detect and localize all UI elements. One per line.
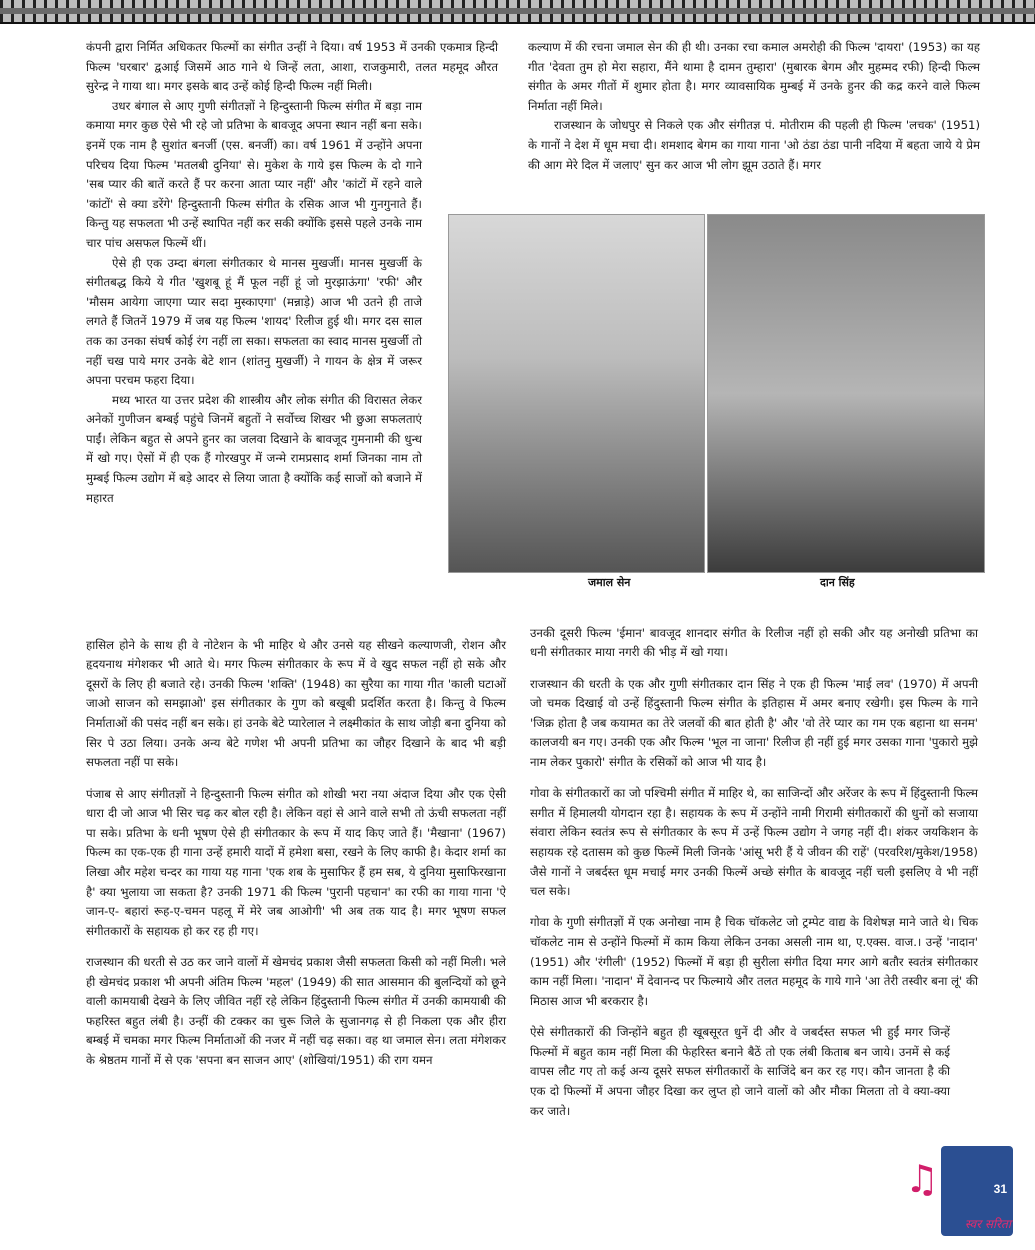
caption-dan-singh: दान सिंह [820, 576, 855, 589]
paragraph: ऐसे संगीतकारों की जिन्होंने बहुत ही खूबसूरत धुनें दी और वे जबर्दस्त सफल भी हुईं मगर जिन्हें फिल्मों में बहुत काम नहीं मिला की फेहरिस्त बनाने बैठें तो एक लंबी किताब बन जाये। उनमें से कई वापस लौट गए तो कई अन्य दूसरे सफल संगीतकारों के साजिंदे बन कर रह गए। कौन जानता है की एक दो फिल्मों में अपना जौहर दिखा कर लुप्त हो जाने वालों को और मौका मिलता तो वे क्या-क्या कर जाते। [530, 1025, 950, 1118]
paragraph: गोवा के संगीतकारों का जो पश्चिमी संगीत में माहिर थे, का साजिन्दों और अरेंजर के रूप में हिंदुस्तानी फिल्म सगीत में हिमालयी योगदान रहा है। सहायक के रूप में उन्होंने नामी गिरामी संगीतकारों की धुनों को सजाया संवारा लेकिन स्वतंत्र रूप से संगीतकार के रूप में उन्हें फिल्म उद्योग ने जगह नहीं दी। शंकर जयकिशन के सहायक रहे दतासम को कुछ फिल्में मिली जिनके 'आंसू भरी हैं ये जीवन की राहें' (परवरिश/मुकेश/1958) जैसे गानों ने जबर्दस्त धूम मचाई मगर उनकी फिल्में अच्छे संगीत के बावजूद नहीं चली इसलिए वे भी नहीं चल सके। [530, 786, 978, 899]
article-column-left [86, 38, 498, 508]
page-number: 31 [993, 1182, 1007, 1196]
film-strip-header [0, 0, 1035, 24]
paragraph: मध्य भारत या उत्तर प्रदेश की शास्त्रीय और लोक संगीत की विरासत लेकर अनेकों गुणीजन बम्बई पहुंचे जिनमें बहुतों ने सर्वोच्च शिखर भी छुआ सफलताएं पाईं। लेकिन बहुत से अपने हुनर का जलवा दिखाने के बावजूद गुमनामी की धुन्ध में खो गए। ऐसों में ही एक हैं गोरखपुर में जन्मे रामप्रसाद शर्मा जिनका नाम तो मुम्बई फिल्म उद्योग में बड़े आदर से लिया जाता है क्योंकि कई साजों को बजाने में महारत [86, 392, 422, 505]
paragraph: गोवा के गुणी संगीतज्ञों में एक अनोखा नाम है चिक चॉकलेट जो ट्रम्पेट वाद्य के विशेषज्ञ माने जाते थे। चिक चॉकलेट नाम से उन्होंने फिल्मों में काम किया लेकिन उनका असली नाम था, ए.एक्स. वाज.। उन्हें 'नादान' (1951) और 'रंगीली' (1952) फिल्मों में बड़ा ही सुरीला संगीत दिया मगर आगे बतौर स्वतंत्र संगीतकार काम नहीं मिला। 'नादान' में देवानन्द पर फिल्माये और तलत महमूद के गाये गाने 'आ तेरी तस्वीर बना लूं' की मिठास आज भी बरकरार है। [530, 915, 978, 1008]
paragraph: पंजाब से आए संगीतज्ञों ने हिन्दुस्तानी फिल्म संगीत को शोखी भरा नया अंदाज दिया और एक ऐसी धारा दी जो आज भी सिर चढ़ कर बोल रही है। लेकिन वहां से आने वाले सभी तो ऊंची सफलता नहीं पा सके। प्रतिभा के धनी भूषण ऐसे ही संगीतकार के रूप में याद किए जाते हैं। 'मैखाना' (1967) फिल्म का एक-एक ही गाना उन्हें हमारी यादों में हमेशा बसा, रखने के लिए काफी है। केदार शर्मा का लिखा और महेश चन्दर का गाया यह गाना 'एक शब के मुसाफिर हैं हम सब, ये दुनिया मुसाफिरखाना है' क्या भुलाया जा सकता है? उनकी 1971 की फिल्म 'पुरानी पहचान' का रफी का गाया गाना 'ऐ जान-ए- बहारां रूह-ए-चमन पहलू में मेरे जब आओगी' भी अब तक याद है। मगर भूषण सफल संगीतकारों के सहायक हो कर रह ही गए। [86, 786, 506, 938]
paragraph: राजस्थान के जोधपुर से निकले एक और संगीतज्ञ पं. मोतीराम की पहली ही फिल्म 'लचक' (1951) के गानों ने देश में धूम मचा दी। शमशाद बेगम का गाया गाना 'ओ ठंडा ठंडा पानी नदिया में बहता जाये ये प्रेम की आग मेरे दिल में जलाए' सुन कर आज भी लोग झूम उठाते हैं। मगर [528, 118, 980, 172]
article-column-right-top [528, 38, 980, 175]
paragraph: कंपनी द्वारा निर्मित अधिकतर फिल्मों का संगीत उन्हीं ने दिया। वर्ष 1953 में उनकी एकमात्र हिन्दी फिल्म 'घरबार' द्वआई जिसमें आठ गाने थे जिन्हें लता, आशा, राजकुमारी, तलत महमूद औरत सुरेन्द्र ने गाया था। मगर इसके बाद उन्हें कोई हिन्दी फिल्म नहीं मिली। [86, 40, 498, 94]
photo-dan-singh [707, 214, 985, 573]
photo-jamal-sen [448, 214, 705, 573]
caption-jamal-sen: जमाल सेन [588, 576, 631, 589]
article-column-right-bottom [530, 612, 978, 1133]
magazine-name: स्वर सरिता [964, 1217, 1011, 1231]
paragraph: हासिल होने के साथ ही वे नोटेशन के भी माहिर थे और उनसे यह सीखने कल्याणजी, रोशन और हृदयनाथ मंगेशकर भी आते थे। मगर फिल्म संगीतकार के रूप में वे खुद सफल नहीं हो सके और दूसरों के लिए ही बजाते रहे। उनकी फिल्म 'शक्ति' (1948) का सुरैया का गाया गीत 'काली घटाओं जाओ साजन को समझाओ' इस संगीतकार के गुण को बखूबी प्रदर्शित करता है। किन्तु वे फिल्म निर्माताओं की पसंद नहीं बन सके। हां उनके बेटे प्यारेलाल ने लक्ष्मीकांत के साथ जोड़ी बना दुनिया को सिर पे उठा लिया। उनके अन्य बेटे गणेश भी अपनी प्रतिभा का जौहर दिखाने के बाद भी बड़ी सफलता नहीं पा सके। [86, 637, 506, 770]
paragraph: राजस्थान की धरती के एक और गुणी संगीतकार दान सिंह ने एक ही फिल्म 'माई लव' (1970) में अपनी जो चमक दिखाई वो उन्हें हिंदुस्तानी फिल्म संगीत के इतिहास में अमर बनाए रखेगी। इस फिल्म के गाने 'जिक्र होता है जब कयामत का तेरे जलवों की बात होती है' और 'वो तेरे प्यार का गम एक बहाना था सनम' कालजयी बन गए। उनकी एक और फिल्म 'भूल ना जाना' रिलीज ही नहीं हुई मगर उसका गाना 'पुकारो मुझे नाम लेकर पुकारो' संगीत के रसिकों को आज भी याद है। [530, 676, 978, 769]
paragraph: उधर बंगाल से आए गुणी संगीतज्ञों ने हिन्दुस्तानी फिल्म संगीत में बड़ा नाम कमाया मगर कुछ ऐसे भी रहे जो प्रतिभा के बावजूद अपना स्थान नहीं बना सके। इनमें एक नाम है सुशांत बनर्जी (एस. बनर्जी) का। वर्ष 1961 में उन्होंने अपना परिचय दिया फिल्म 'मतलबी दुनिया' से। मुकेश के गाये इस फिल्म के दो गाने 'सब प्यार की बातें करते हैं पर करना आता प्यार नहीं' और 'कांटों में रहने वाले 'कांटों' से क्या डरेंगे' हिन्दुस्तानी फिल्म संगीत के रसिक आज भी गुनगुनाते हैं। किन्तु यह सफलता भी उन्हें स्थापित नहीं कर सकी क्योंकि इससे पहले उनके नाम चार पांच असफल फिल्में थीं। [86, 98, 422, 250]
paragraph: उनकी दूसरी फिल्म 'ईमान' बावजूद शानदार संगीत के रिलीज नहीं हो सकी और यह अनोखी प्रतिभा का धनी संगीतकार माया नगरी की भीड़ में खो गया। [530, 625, 978, 660]
paragraph: कल्याण में की रचना जमाल सेन की ही थी। उनका रचा कमाल अमरोही की फिल्म 'दायरा' (1953) का यह गीत 'देवता तुम हो मेरा सहारा, मैंने थामा है दामन तुम्हारा' (मुबारक बेगम और मुहम्मद रफी) हिन्दी फिल्म संगीत के अमर गीतों में शुमार होता है। मगर व्यावसायिक मुम्बई में उनके हुनर की कद्र करने वाले फिल्म निर्माता नहीं मिले। [528, 40, 980, 113]
paragraph: राजस्थान की धरती से उठ कर जाने वालों में खेमचंद प्रकाश जैसी सफलता किसी को नहीं मिली। भले ही खेमचंद प्रकाश भी अपनी अंतिम फिल्म 'महल' (1949) की सात आसमान की बुलन्दियों को छूने वाली कामयाबी देखने के लिए जीवित नहीं रहे लेकिन हिंदुस्तानी फिल्म संगीत में उनकी कामयाबी की फहरिस्त बहुत लंबी है। उन्हीं की टक्कर का चुरू जिले के सुजानगढ़ से ही निकला एक और हीरा बम्बई में चमका मगर फिल्म निर्माताओं की नजर में नहीं चढ़ सका। वह था जमाल सेन। लता मंगेशकर के श्रेष्ठतम गानों में से एक 'सपना बन साजन आए' (शोखियां/1951) की राग यमन [86, 954, 506, 1067]
paragraph: ऐसे ही एक उम्दा बंगला संगीतकार थे मानस मुखर्जी। मानस मुखर्जी के संगीतबद्ध किये ये गीत 'खुशबू हूं मैं फूल नहीं हूं जो मुरझाऊंगा' 'रफी' और 'मौसम आयेगा जाएगा प्यार सदा मुस्काएगा' (मन्नाड़े) आज भी उतने ही ताजे लगते हैं जितनें 1979 में जब यह फिल्म 'शायद' रिलीज हुई थी। मगर दस साल तक का उनका संघर्ष कोई रंग नहीं ला सका। सफलता का स्वाद मानस मुखर्जी तो नहीं चख पाये मगर उनके बेटे शान (शांतनु मुखर्जी) ने गायन के क्षेत्र में जरूर अपना परचम फहरा दिया। [86, 255, 423, 388]
article-column-left-bottom [86, 624, 506, 1082]
music-note-icon: ♫ [904, 1157, 939, 1201]
